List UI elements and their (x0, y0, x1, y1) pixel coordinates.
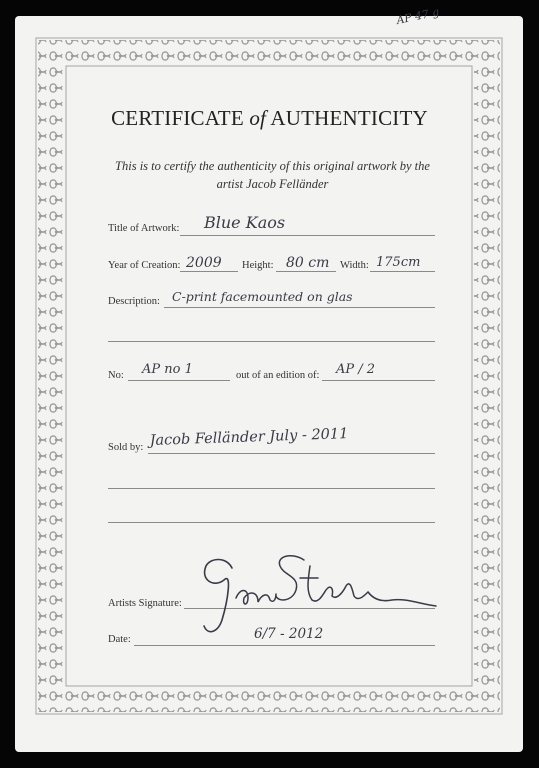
description-value: C-print facemounted on glas (172, 289, 353, 304)
subtitle-line-2: artist Jacob Felländer (216, 177, 329, 191)
height-label: Height: (242, 260, 274, 271)
year-of-creation-label: Year of Creation: (108, 260, 181, 271)
artist-signature-label: Artists Signature: (108, 598, 182, 609)
date-line (134, 645, 435, 646)
edition-value: AP / 2 (336, 362, 376, 377)
subtitle-line-1: This is to certify the authenticity of this original artwork by the (115, 159, 430, 173)
year-value: 2009 (186, 255, 222, 271)
width-label: Width: (340, 260, 369, 271)
title-of-artwork-label: Title of Artwork: (108, 223, 180, 234)
title-of-artwork-value: Blue Kaos (204, 213, 286, 232)
sold-by-value: Jacob Felländer July - 2011 (149, 426, 349, 449)
width-value: 175cm (376, 255, 421, 270)
date-value: 6/7 - 2012 (254, 626, 324, 642)
edition-label: out of an edition of: (236, 370, 320, 381)
corner-inventory-note: AP 47 g (395, 5, 441, 27)
sold-by-label: Sold by: (108, 442, 144, 453)
title-word-authenticity: AUTHENTICITY (270, 106, 428, 130)
height-value: 80 cm (286, 255, 330, 271)
date-label: Date: (108, 634, 131, 645)
description-label: Description: (108, 296, 160, 307)
number-value: AP no 1 (142, 362, 193, 377)
title-word-certificate: CERTIFICATE (111, 106, 244, 130)
title-word-of: of (249, 106, 267, 130)
number-label: No: (108, 370, 124, 381)
